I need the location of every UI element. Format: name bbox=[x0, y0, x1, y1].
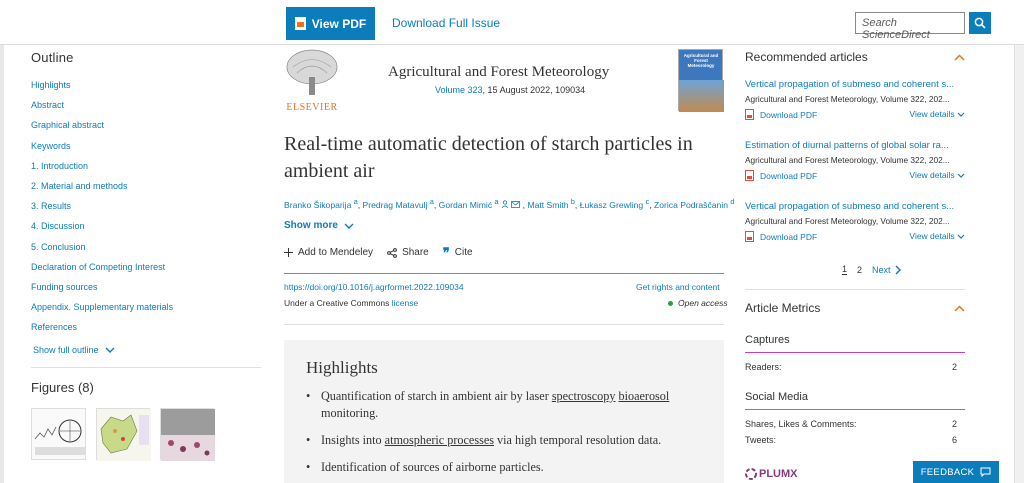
cover-title: Agricultural and Forest Meteorology bbox=[683, 53, 719, 68]
download-pdf-link[interactable]: Download PDF bbox=[745, 109, 817, 120]
shares-row bbox=[745, 419, 957, 429]
article-actions bbox=[284, 244, 473, 260]
term-link[interactable]: atmospheric processes bbox=[384, 433, 494, 447]
readers-label: Readers: bbox=[745, 362, 782, 372]
share-label: Share bbox=[402, 247, 429, 258]
download-pdf-link[interactable]: Download PDF bbox=[745, 170, 817, 181]
chevron-down-icon bbox=[344, 223, 354, 229]
author-link[interactable]: Matt Smith $^b$ bbox=[527, 198, 575, 210]
issue-date: , 15 August 2022, 109034 bbox=[482, 85, 586, 95]
show-full-outline-button[interactable] bbox=[33, 345, 115, 355]
email-icon bbox=[511, 201, 520, 208]
divider bbox=[745, 289, 965, 290]
chevron-down-icon bbox=[105, 347, 115, 353]
view-details-button[interactable]: View details bbox=[909, 170, 965, 181]
social-underline bbox=[745, 409, 965, 410]
author-link[interactable]: Branko Šikoparija $^a$ bbox=[284, 198, 358, 210]
feedback-label: FEEDBACK bbox=[920, 466, 975, 478]
author-link[interactable]: Łukasz Grewling $^c$ bbox=[579, 198, 650, 210]
search-icon bbox=[974, 17, 986, 29]
add-to-mendeley-button[interactable] bbox=[284, 247, 373, 258]
recommended-title: Recommended articles bbox=[745, 50, 868, 64]
person-icon bbox=[501, 200, 509, 208]
figures-title: Figures (8) bbox=[31, 380, 94, 395]
tweets-label: Tweets: bbox=[745, 435, 777, 445]
show-more-label: Show more bbox=[284, 220, 338, 231]
left-edge bbox=[0, 0, 4, 483]
shares-label: Shares, Likes & Comments: bbox=[745, 419, 857, 429]
view-pdf-button[interactable] bbox=[286, 7, 375, 40]
readers-value: 2 bbox=[951, 362, 957, 372]
feedback-button[interactable] bbox=[913, 461, 999, 483]
outline-item-highlights[interactable]: Highlights bbox=[31, 80, 71, 90]
view-details-button[interactable]: View details bbox=[909, 109, 965, 120]
tweets-row bbox=[745, 435, 957, 445]
outline-item-references[interactable]: References bbox=[31, 322, 78, 333]
map-figure bbox=[97, 409, 151, 461]
download-pdf-link[interactable]: Download PDF bbox=[745, 231, 817, 242]
figure-thumbnail[interactable] bbox=[160, 408, 214, 460]
share-icon bbox=[387, 248, 397, 258]
top-toolbar bbox=[0, 0, 1024, 45]
author-list: Branko Šikoparija $^a$, Predrag Matavulj $^a$, Gordan Mimić $^a$ , Matt Smith $^b$, Łukasz Grewling $^c$, Zorica Podraščanin $^d$ bbox=[284, 198, 735, 210]
article-title: Real-time automatic detection of starch particles in ambient air bbox=[284, 133, 693, 182]
pdf-icon bbox=[745, 170, 754, 181]
outline-item-introduction[interactable]: 1. Introduction bbox=[31, 160, 89, 171]
highlights-section bbox=[284, 340, 724, 483]
chevron-down-icon bbox=[957, 112, 965, 117]
plumx-logo[interactable] bbox=[745, 468, 798, 480]
view-pdf-label: View PDF bbox=[311, 16, 367, 31]
pdf-icon bbox=[745, 109, 754, 120]
outline-item-appendix[interactable]: Appendix. Supplementary materials bbox=[31, 302, 174, 313]
author-link[interactable]: Predrag Matavulj $^a$ bbox=[362, 198, 434, 210]
pdf-icon bbox=[295, 17, 306, 30]
plus-icon bbox=[284, 248, 293, 257]
captures-underline bbox=[745, 352, 965, 353]
plumx-icon bbox=[745, 468, 757, 480]
captures-title: Captures bbox=[745, 334, 790, 346]
outline-item-funding[interactable]: Funding sources bbox=[31, 281, 98, 292]
highlights-title: Highlights bbox=[306, 358, 378, 377]
outline-item-results[interactable]: 3. Results bbox=[31, 201, 72, 212]
figure-thumbnail[interactable] bbox=[31, 408, 86, 460]
quote-icon: ❞ bbox=[442, 244, 450, 260]
divider bbox=[31, 367, 261, 368]
outline-title: Outline bbox=[31, 50, 74, 65]
outline-item-discussion[interactable]: 4. Discussion bbox=[31, 221, 85, 232]
chat-bubble-icon bbox=[980, 467, 991, 477]
recommended-article-title[interactable]: Estimation of diurnal patterns of global solar ra... bbox=[745, 140, 949, 151]
chevron-up-icon bbox=[954, 305, 965, 312]
recommended-header[interactable] bbox=[745, 47, 965, 67]
chevron-down-icon bbox=[957, 234, 965, 239]
recommended-article-title[interactable]: Vertical propagation of submeso and coherent s... bbox=[745, 79, 955, 90]
elsevier-logo[interactable] bbox=[283, 47, 341, 113]
author-link[interactable]: Gordan Mimić $^a$ bbox=[439, 200, 523, 210]
cite-button[interactable] bbox=[442, 244, 473, 260]
term-link[interactable]: bioaerosol bbox=[618, 389, 670, 403]
cite-label: Cite bbox=[454, 247, 473, 258]
outline-item-keywords[interactable]: Keywords bbox=[31, 140, 71, 151]
open-access-label: Open access bbox=[678, 298, 728, 308]
share-button[interactable] bbox=[387, 247, 429, 258]
outline-item-graphical-abstract[interactable]: Graphical abstract bbox=[31, 120, 105, 131]
volume-link[interactable]: Volume 323 bbox=[435, 85, 483, 95]
recommended-article bbox=[745, 79, 965, 120]
download-full-issue-link[interactable]: Download Full Issue bbox=[392, 16, 501, 30]
plumx-wordmark: PLUMX bbox=[759, 468, 798, 480]
show-full-outline-label: Show full outline bbox=[33, 345, 99, 355]
highlight-item: • Quantification of starch in ambient air by laser spectroscopy bioaerosol monitoring. bbox=[306, 388, 702, 422]
term-link[interactable]: spectroscopy bbox=[551, 389, 616, 403]
open-access-badge bbox=[668, 298, 728, 308]
article-metrics-title: Article Metrics bbox=[745, 301, 821, 315]
highlight-item: • Identification of sources of airborne particles. bbox=[306, 459, 702, 476]
journal-title[interactable]: Agricultural and Forest Meteorology bbox=[388, 64, 610, 80]
next-page-button[interactable]: Next bbox=[872, 265, 901, 275]
recommended-article bbox=[745, 140, 965, 181]
license-link[interactable]: license bbox=[391, 298, 419, 308]
recommended-article-title[interactable]: Vertical propagation of submeso and coherent s... bbox=[745, 201, 955, 212]
readers-row bbox=[745, 362, 957, 372]
outline-item-conclusion[interactable]: 5. Conclusion bbox=[31, 241, 86, 252]
clock-chart-figure bbox=[32, 409, 87, 461]
recommended-article-source: Agricultural and Forest Meteorology, Volume 322, 202... bbox=[745, 216, 950, 226]
tweets-value: 6 bbox=[951, 435, 957, 445]
outline-item-competing-interest[interactable]: Declaration of Competing Interest bbox=[31, 261, 166, 272]
recommended-article-source: Agricultural and Forest Meteorology, Volume 322, 202... bbox=[745, 155, 950, 165]
highlight-item: • Insights into atmospheric processes via high temporal resolution data. bbox=[306, 432, 702, 449]
microscopy-figure bbox=[161, 409, 215, 461]
rights-link[interactable]: Get rights and content bbox=[636, 282, 720, 292]
mendeley-label: Add to Mendeley bbox=[298, 247, 374, 258]
scrollbar[interactable] bbox=[1014, 0, 1024, 483]
social-media-title: Social Media bbox=[745, 391, 808, 403]
outline-panel bbox=[31, 50, 261, 337]
figure-thumbnail[interactable] bbox=[96, 408, 150, 460]
page-2-button[interactable]: 2 bbox=[857, 264, 863, 275]
article-metrics-header[interactable] bbox=[745, 301, 965, 315]
divider bbox=[284, 273, 724, 274]
chevron-right-icon bbox=[895, 265, 901, 275]
shares-value: 2 bbox=[951, 419, 957, 429]
journal-volume-line bbox=[435, 85, 585, 95]
chevron-down-icon bbox=[957, 173, 965, 178]
doi-link[interactable]: https://doi.org/10.1016/j.agrformet.2022.109034 bbox=[284, 282, 464, 292]
journal-cover-image[interactable] bbox=[678, 49, 723, 111]
recommended-article-source: Agricultural and Forest Meteorology, Volume 322, 202... bbox=[745, 94, 950, 104]
recommended-pager bbox=[842, 264, 901, 275]
show-more-button[interactable] bbox=[284, 220, 354, 231]
divider bbox=[284, 324, 724, 325]
open-access-dot-icon bbox=[668, 301, 673, 306]
cover-photo bbox=[679, 80, 724, 112]
search-input[interactable]: Search ScienceDirect bbox=[855, 12, 965, 34]
search-button[interactable] bbox=[969, 12, 991, 34]
license-line bbox=[284, 298, 418, 308]
outline-item-abstract[interactable]: Abstract bbox=[31, 100, 65, 111]
elsevier-wordmark: ELSEVIER bbox=[286, 102, 338, 113]
author-link[interactable]: Zorica Podraščanin $^d$ bbox=[653, 198, 735, 210]
recommended-article bbox=[745, 201, 965, 242]
license-prefix: Under a Creative Commons bbox=[284, 298, 392, 308]
page-1-button[interactable]: 1 bbox=[842, 264, 848, 274]
elsevier-tree-icon bbox=[283, 47, 341, 97]
chevron-up-icon[interactable] bbox=[954, 54, 965, 61]
journal-header bbox=[283, 47, 725, 113]
view-details-button[interactable]: View details bbox=[909, 231, 965, 242]
pdf-icon bbox=[745, 231, 754, 242]
outline-item-material-methods[interactable]: 2. Material and methods bbox=[31, 180, 128, 191]
